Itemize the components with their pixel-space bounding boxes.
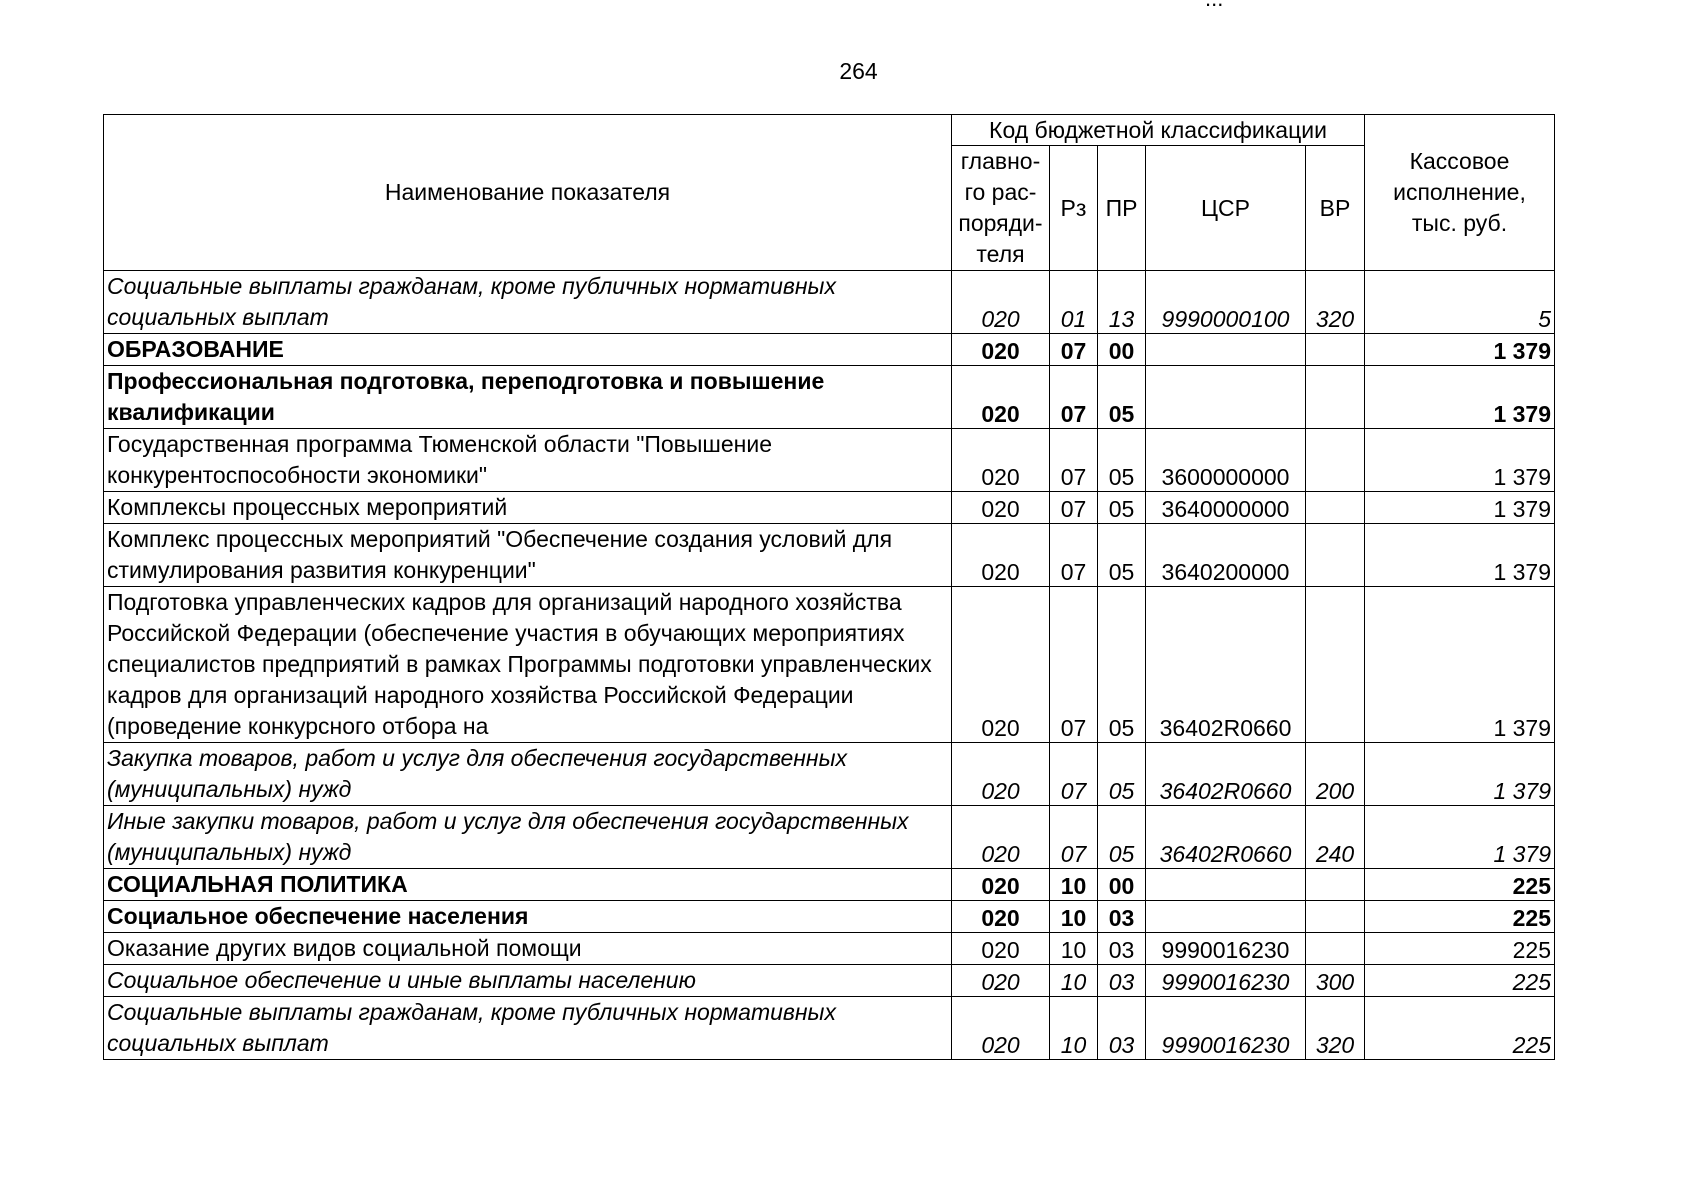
row-amount: 225 (1365, 901, 1555, 933)
header-name: Наименование показателя (104, 115, 952, 271)
row-rz: 07 (1050, 366, 1098, 429)
row-rz: 10 (1050, 965, 1098, 997)
table-row (104, 743, 1555, 806)
row-rz: 07 (1050, 524, 1098, 587)
table-row (104, 933, 1555, 965)
row-csr: 3600000000 (1146, 429, 1306, 492)
row-vr (1306, 901, 1365, 933)
row-grbs: 020 (952, 334, 1050, 366)
row-grbs: 020 (952, 965, 1050, 997)
row-vr (1306, 492, 1365, 524)
row-vr: 320 (1306, 997, 1365, 1060)
table-body (104, 271, 1555, 1060)
row-amount: 1 379 (1365, 492, 1555, 524)
row-grbs: 020 (952, 524, 1050, 587)
row-amount: 1 379 (1365, 806, 1555, 869)
row-rz: 07 (1050, 743, 1098, 806)
table-row (104, 587, 1555, 743)
row-pr: 03 (1098, 901, 1146, 933)
table-row (104, 965, 1555, 997)
header-pr: ПР (1098, 146, 1146, 271)
row-rz: 10 (1050, 869, 1098, 901)
row-name: Социальные выплаты гражданам, кроме публичных нормативных социальных выплат (104, 271, 952, 334)
row-name: Оказание других видов социальной помощи (104, 933, 952, 965)
row-csr (1146, 334, 1306, 366)
row-pr: 03 (1098, 997, 1146, 1060)
row-pr: 05 (1098, 366, 1146, 429)
row-vr (1306, 869, 1365, 901)
header-code-group: Код бюджетной классификации (952, 115, 1365, 146)
row-grbs: 020 (952, 869, 1050, 901)
row-name: Иные закупки товаров, работ и услуг для обеспечения государственных (муниципальных) нужд (104, 806, 952, 869)
row-amount: 225 (1365, 997, 1555, 1060)
row-vr: 200 (1306, 743, 1365, 806)
row-grbs: 020 (952, 492, 1050, 524)
row-pr: 00 (1098, 869, 1146, 901)
table-row (104, 492, 1555, 524)
row-csr: 9990016230 (1146, 933, 1306, 965)
row-amount: 1 379 (1365, 524, 1555, 587)
row-amount: 1 379 (1365, 334, 1555, 366)
row-name: Комплекс процессных мероприятий "Обеспечение создания условий для стимулирования развития конкуренции" (104, 524, 952, 587)
row-vr (1306, 429, 1365, 492)
table-row (104, 997, 1555, 1060)
row-rz: 10 (1050, 997, 1098, 1060)
page-number-text: 264 (839, 58, 878, 84)
row-pr: 05 (1098, 492, 1146, 524)
row-amount: 1 379 (1365, 587, 1555, 743)
table-row (104, 524, 1555, 587)
row-name: Социальное обеспечение населения (104, 901, 952, 933)
row-name: Социальные выплаты гражданам, кроме публичных нормативных социальных выплат (104, 997, 952, 1060)
row-grbs: 020 (952, 587, 1050, 743)
row-grbs: 020 (952, 271, 1050, 334)
table-row (104, 901, 1555, 933)
row-rz: 07 (1050, 334, 1098, 366)
row-name: Закупка товаров, работ и услуг для обеспечения государственных (муниципальных) нужд (104, 743, 952, 806)
row-grbs: 020 (952, 997, 1050, 1060)
row-csr: 9990016230 (1146, 965, 1306, 997)
row-name: Государственная программа Тюменской области "Повышение конкурентоспособности экономики" (104, 429, 952, 492)
row-pr: 03 (1098, 965, 1146, 997)
header-vr: ВР (1306, 146, 1365, 271)
table-row (104, 334, 1555, 366)
row-pr: 03 (1098, 933, 1146, 965)
row-csr (1146, 869, 1306, 901)
row-name: ОБРАЗОВАНИЕ (104, 334, 952, 366)
row-name: СОЦИАЛЬНАЯ ПОЛИТИКА (104, 869, 952, 901)
row-csr: 9990000100 (1146, 271, 1306, 334)
header-row-1 (104, 115, 1555, 146)
row-pr: 05 (1098, 587, 1146, 743)
row-csr: 36402R0660 (1146, 806, 1306, 869)
row-grbs: 020 (952, 806, 1050, 869)
row-amount: 225 (1365, 869, 1555, 901)
row-name: Комплексы процессных мероприятий (104, 492, 952, 524)
row-name: Социальное обеспечение и иные выплаты населению (104, 965, 952, 997)
row-vr: 300 (1306, 965, 1365, 997)
row-vr: 320 (1306, 271, 1365, 334)
row-pr: 13 (1098, 271, 1146, 334)
row-amount: 1 379 (1365, 366, 1555, 429)
row-amount: 225 (1365, 965, 1555, 997)
row-vr (1306, 334, 1365, 366)
row-grbs: 020 (952, 933, 1050, 965)
row-grbs: 020 (952, 743, 1050, 806)
row-csr: 36402R0660 (1146, 587, 1306, 743)
row-amount: 1 379 (1365, 743, 1555, 806)
row-grbs: 020 (952, 366, 1050, 429)
row-csr: 3640200000 (1146, 524, 1306, 587)
header-amount: Кассовое исполнение, тыс. руб. (1365, 115, 1555, 271)
row-csr (1146, 901, 1306, 933)
table-row (104, 869, 1555, 901)
table-row (104, 806, 1555, 869)
row-rz: 07 (1050, 492, 1098, 524)
header-fragment (1205, 0, 1223, 12)
row-vr (1306, 366, 1365, 429)
row-grbs: 020 (952, 901, 1050, 933)
row-vr (1306, 933, 1365, 965)
page-number (0, 58, 1697, 85)
row-vr (1306, 587, 1365, 743)
table-row (104, 366, 1555, 429)
row-pr: 05 (1098, 429, 1146, 492)
row-rz: 10 (1050, 901, 1098, 933)
row-amount: 225 (1365, 933, 1555, 965)
row-rz: 07 (1050, 806, 1098, 869)
row-rz: 10 (1050, 933, 1098, 965)
row-pr: 05 (1098, 524, 1146, 587)
row-rz: 01 (1050, 271, 1098, 334)
row-amount: 1 379 (1365, 429, 1555, 492)
row-csr (1146, 366, 1306, 429)
row-pr: 00 (1098, 334, 1146, 366)
budget-table (103, 114, 1555, 1060)
row-pr: 05 (1098, 806, 1146, 869)
table-row (104, 271, 1555, 334)
row-rz: 07 (1050, 587, 1098, 743)
row-rz: 07 (1050, 429, 1098, 492)
table-row (104, 429, 1555, 492)
row-vr: 240 (1306, 806, 1365, 869)
row-name: Профессиональная подготовка, переподготовка и повышение квалификации (104, 366, 952, 429)
row-csr: 36402R0660 (1146, 743, 1306, 806)
row-grbs: 020 (952, 429, 1050, 492)
row-csr: 9990016230 (1146, 997, 1306, 1060)
row-amount: 5 (1365, 271, 1555, 334)
row-pr: 05 (1098, 743, 1146, 806)
header-csr: ЦСР (1146, 146, 1306, 271)
header-grbs: главно-го рас-поряди-теля (952, 146, 1050, 271)
row-csr: 3640000000 (1146, 492, 1306, 524)
row-vr (1306, 524, 1365, 587)
row-name: Подготовка управленческих кадров для организаций народного хозяйства Российской Федерации (обеспечение участия в обучающих мероприятиях специалистов предприятий в рамках Программы подготовки управленческих кадров для организаций народного хозяйства Российской Федерации (проведение конкурсного отбора на (104, 587, 952, 743)
header-rz: Рз (1050, 146, 1098, 271)
